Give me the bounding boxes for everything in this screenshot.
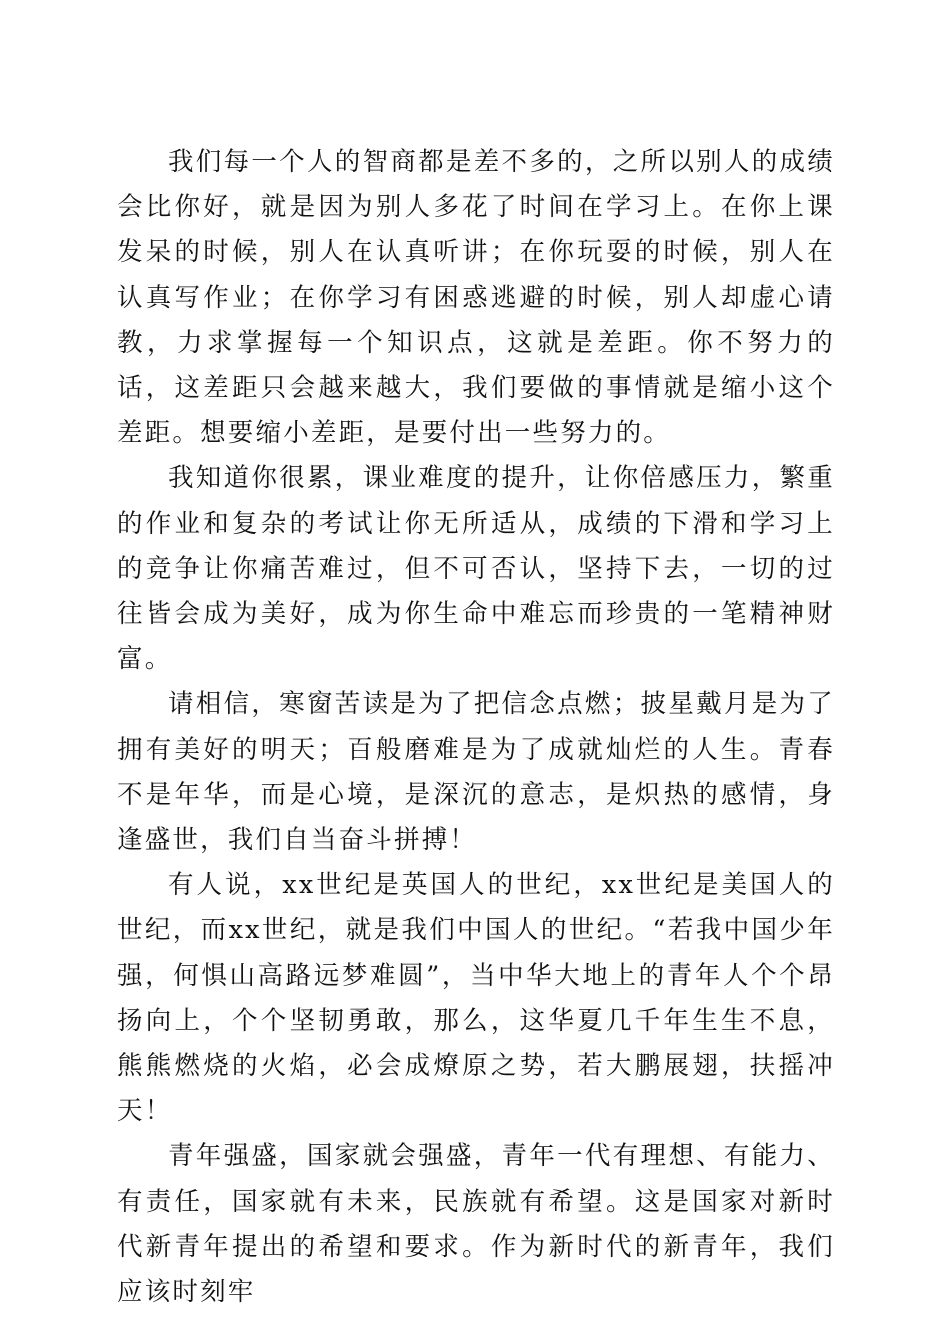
- paragraph-4: 有人说，xx世纪是英国人的世纪，xx世纪是美国人的世纪，而xx世纪，就是我们中国人的世纪。“若我中国少年强，何惧山高路远梦难圆”，当中华大地上的青年人个个昂扬向上，个个坚韧勇敢，那么，这华夏几千年生生不息，熊熊燃烧的火焰，必会成燎原之势，若大鹏展翅，扶摇冲天！: [117, 870, 835, 1127]
- paragraph-5: 青年强盛，国家就会强盛，青年一代有理想、有能力、有责任，国家就有未来，民族就有希望。这是国家对新时代新青年提出的希望和要求。作为新时代的新青年，我们应该时刻牢: [117, 1141, 835, 1308]
- paragraph-3: 请相信，寒窗苦读是为了把信念点燃；披星戴月是为了拥有美好的明天；百般磨难是为了成就灿烂的人生。青春不是年华，而是心境，是深沉的意志，是炽热的感情，身逢盛世，我们自当奋斗拼搏！: [117, 689, 835, 856]
- paragraph-1: 我们每一个人的智商都是差不多的，之所以别人的成绩会比你好，就是因为别人多花了时间在学习上。在你上课发呆的时候，别人在认真听讲；在你玩耍的时候，别人在认真写作业；在你学习有困惑逃避的时候，别人却虚心请教，力求掌握每一个知识点，这就是差距。你不努力的话，这差距只会越来越大，我们要做的事情就是缩小这个差距。想要缩小差距，是要付出一些努力的。: [117, 147, 835, 449]
- paragraph-2: 我知道你很累，课业难度的提升，让你倍感压力，繁重的作业和复杂的考试让你无所适从，成绩的下滑和学习上的竞争让你痛苦难过，但不可否认，坚持下去，一切的过往皆会成为美好，成为你生命中难忘而珍贵的一笔精神财富。: [117, 463, 835, 675]
- document-body: [117, 140, 835, 1315]
